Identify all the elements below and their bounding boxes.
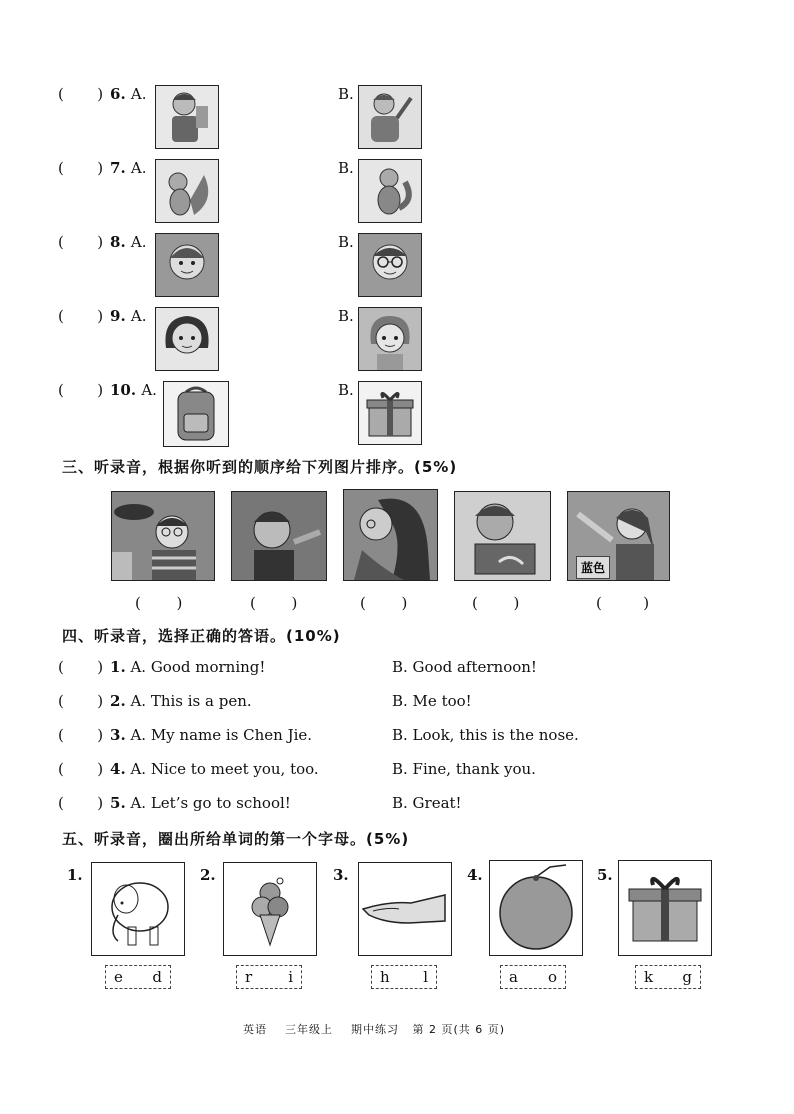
boy-glasses-icon[interactable]	[358, 233, 422, 297]
ice-cream-icon[interactable]	[223, 862, 317, 956]
question-item: 4. A. Nice to meet you, too.	[110, 760, 319, 778]
answer-paren[interactable]: ( )	[58, 692, 104, 710]
section-5-heading: 五、听录音，圈出所给单词的第一个字母。(5%)	[62, 830, 410, 848]
footer-exam: 期中练习	[351, 1023, 399, 1036]
option-b-label: B.	[338, 85, 354, 103]
item-number: 1.	[67, 866, 83, 884]
question-number: 9. A.	[110, 307, 147, 325]
boy-icon[interactable]	[155, 85, 219, 149]
option-b: B. Fine, thank you.	[392, 760, 536, 778]
answer-blank[interactable]: ( )	[250, 594, 299, 612]
letter-option[interactable]: g	[682, 968, 692, 986]
boy-icon[interactable]	[155, 233, 219, 297]
letter-option[interactable]: d	[152, 968, 162, 986]
letter-option[interactable]: r	[245, 968, 253, 986]
answer-blank[interactable]: ( )	[472, 594, 521, 612]
girl-waving-icon[interactable]	[358, 85, 422, 149]
option-b-label: B.	[338, 159, 354, 177]
answer-paren[interactable]: ( )	[58, 726, 104, 744]
squirrel-icon[interactable]	[155, 159, 219, 223]
girl-icon[interactable]	[155, 307, 219, 371]
answer-paren[interactable]: ( )	[58, 381, 104, 399]
answer-paren[interactable]: ( )	[58, 233, 104, 251]
answer-paren[interactable]: ( )	[58, 307, 104, 325]
squirrel-icon[interactable]	[358, 159, 422, 223]
footer-subject: 英语	[243, 1023, 267, 1036]
picture-girl-long-hair[interactable]	[343, 489, 438, 581]
answer-blank[interactable]: ( )	[360, 594, 409, 612]
girl-icon[interactable]	[358, 307, 422, 371]
question-number: 6. A.	[110, 85, 147, 103]
item-number: 3.	[333, 866, 349, 884]
answer-paren[interactable]: ( )	[58, 794, 104, 812]
picture-boy-pointing[interactable]	[231, 491, 327, 581]
question-item: 5. A. Let’s go to school!	[110, 794, 291, 812]
letter-option[interactable]: l	[423, 968, 428, 986]
question-number: 7. A.	[110, 159, 147, 177]
letter-option[interactable]: a	[509, 968, 518, 986]
option-b: B. Good afternoon!	[392, 658, 537, 676]
picture-boy-with-cap[interactable]	[111, 491, 215, 581]
elephant-icon[interactable]	[91, 862, 185, 956]
page-footer	[243, 1021, 505, 1037]
answer-paren[interactable]: ( )	[58, 85, 104, 103]
backpack-icon[interactable]	[163, 381, 229, 447]
answer-blank[interactable]: ( )	[135, 594, 184, 612]
answer-paren[interactable]: ( )	[58, 760, 104, 778]
letter-option[interactable]: i	[288, 968, 293, 986]
question-item: 2. A. This is a pen.	[110, 692, 252, 710]
question-number: 10. A.	[110, 381, 157, 399]
question-item: 3. A. My name is Chen Jie.	[110, 726, 313, 744]
letter-option[interactable]: o	[547, 968, 557, 986]
letter-option[interactable]: e	[114, 968, 123, 986]
letter-choices[interactable]	[236, 965, 302, 989]
gift-box-icon[interactable]	[618, 860, 712, 956]
picture-boy-drawing[interactable]	[454, 491, 551, 581]
section-4-heading: 四、听录音，选择正确的答语。(10%)	[62, 627, 341, 645]
option-b-label: B.	[338, 381, 354, 399]
letter-option[interactable]: h	[380, 968, 390, 986]
option-b: B. Great!	[392, 794, 462, 812]
hand-icon[interactable]	[358, 862, 452, 956]
footer-grade: 三年级上	[285, 1023, 333, 1036]
item-number: 4.	[467, 866, 483, 884]
footer-page: 第 2 页(共 6 页)	[412, 1023, 506, 1036]
question-number: 8. A.	[110, 233, 147, 251]
option-b: B. Me too!	[392, 692, 472, 710]
option-b: B. Look, this is the nose.	[392, 726, 579, 744]
blue-color-label: 蓝色	[576, 556, 610, 579]
item-number: 5.	[597, 866, 613, 884]
option-b-label: B.	[338, 233, 354, 251]
letter-choices[interactable]	[371, 965, 437, 989]
gift-box-icon[interactable]	[358, 381, 422, 445]
question-item: 1. A. Good morning!	[110, 658, 266, 676]
letter-choices[interactable]	[105, 965, 171, 989]
letter-choices[interactable]	[500, 965, 566, 989]
item-number: 2.	[200, 866, 216, 884]
section-3-heading: 三、听录音，根据你听到的顺序给下列图片排序。(5%)	[62, 458, 458, 476]
answer-paren[interactable]: ( )	[58, 658, 104, 676]
answer-paren[interactable]: ( )	[58, 159, 104, 177]
orange-icon[interactable]	[489, 860, 583, 956]
letter-choices[interactable]	[635, 965, 701, 989]
letter-option[interactable]: k	[644, 968, 654, 986]
option-b-label: B.	[338, 307, 354, 325]
answer-blank[interactable]: ( )	[596, 594, 651, 612]
